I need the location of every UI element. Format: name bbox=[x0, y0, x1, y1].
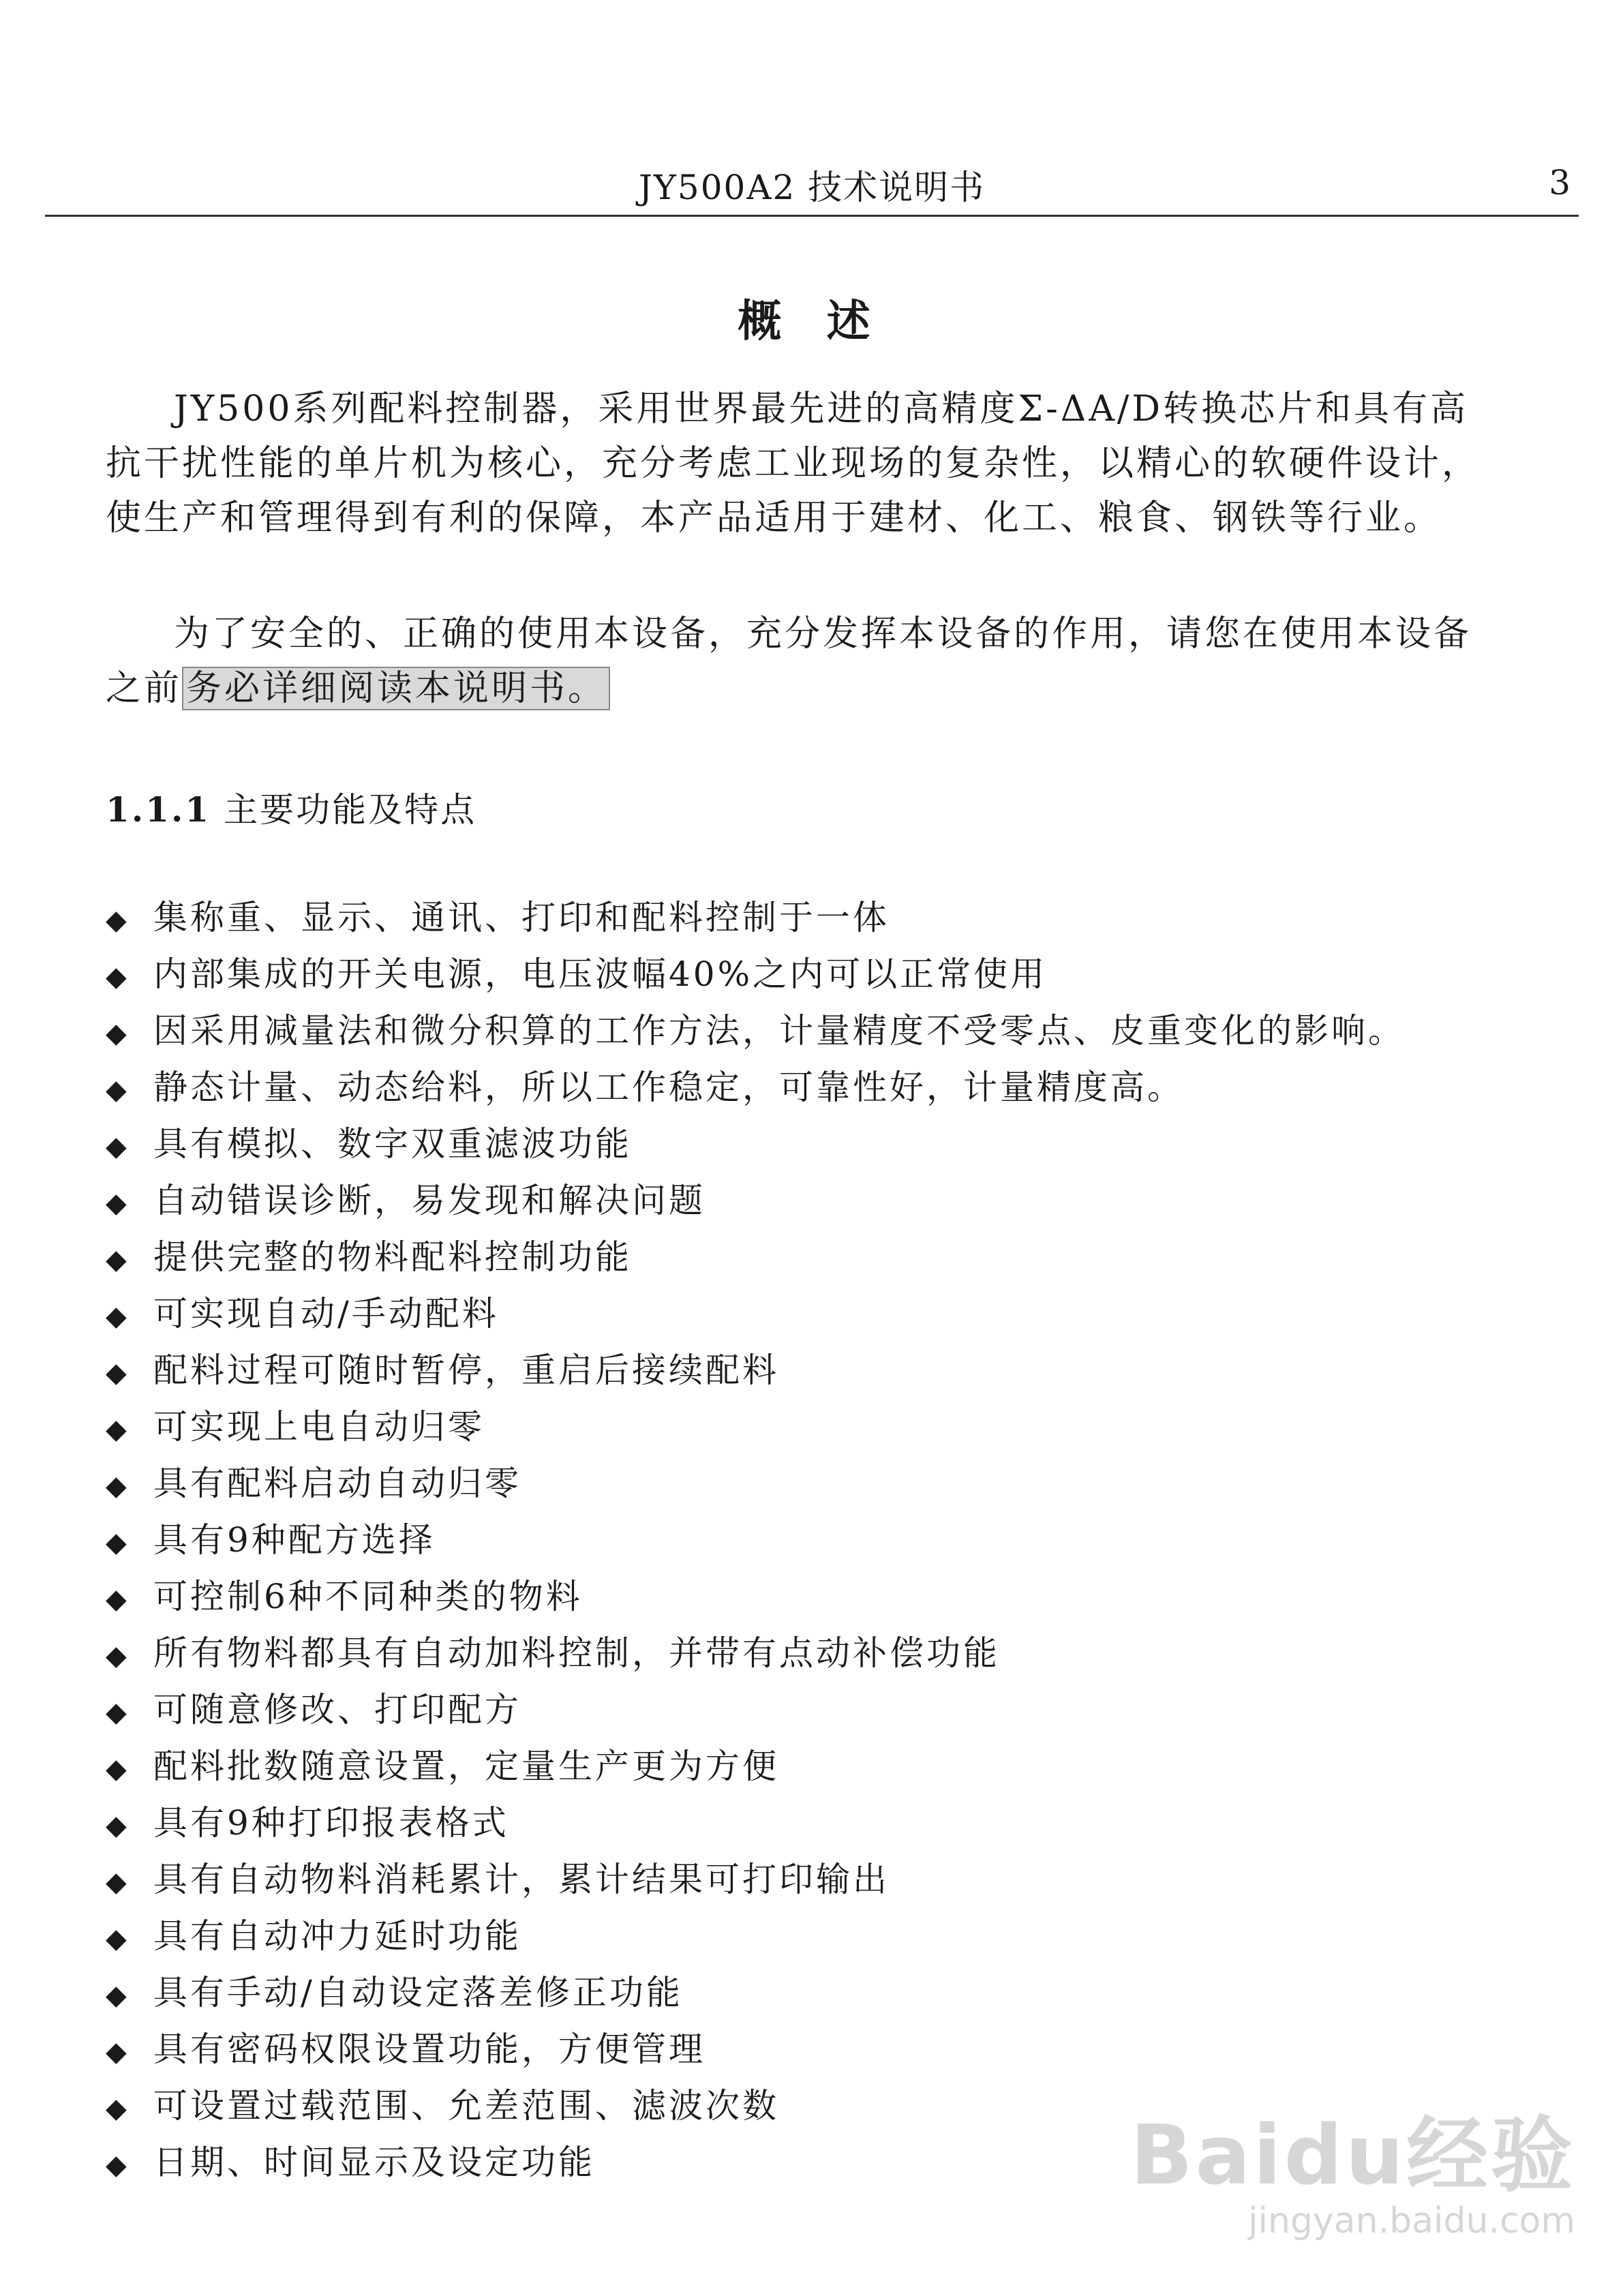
feature-text: 所有物料都具有自动加料控制，并带有点动补偿功能 bbox=[153, 1633, 1000, 1673]
feature-text: 具有模拟、数字双重滤波功能 bbox=[153, 1124, 632, 1164]
feature-item bbox=[106, 1965, 1405, 2021]
feature-item bbox=[106, 1059, 1405, 1116]
intro-line-3: 使生产和管理得到有利的保障，本产品适用于建材、化工、粮食、钢铁等行业。 bbox=[106, 498, 1442, 539]
feature-text: 具有手动/自动设定落差修正功能 bbox=[153, 1973, 683, 2012]
diamond-bullet-icon: ◆ bbox=[106, 1074, 130, 1106]
section-number: 1.1.1 bbox=[106, 789, 211, 830]
feature-item bbox=[106, 1003, 1405, 1059]
diamond-bullet-icon: ◆ bbox=[106, 1867, 130, 1898]
feature-text: 提供完整的物料配料控制功能 bbox=[153, 1237, 632, 1277]
feature-text: 具有9种配方选择 bbox=[153, 1520, 436, 1560]
feature-text: 可控制6种不同种类的物料 bbox=[153, 1577, 583, 1616]
feature-text: 具有自动物料消耗累计，累计结果可打印输出 bbox=[153, 1860, 890, 1899]
feature-item bbox=[106, 1512, 1405, 1569]
feature-item bbox=[106, 1795, 1405, 1852]
diamond-bullet-icon: ◆ bbox=[106, 2093, 130, 2124]
page-header bbox=[45, 153, 1579, 217]
diamond-bullet-icon: ◆ bbox=[106, 905, 130, 936]
diamond-bullet-icon: ◆ bbox=[106, 1753, 130, 1785]
feature-item bbox=[106, 1682, 1405, 1738]
feature-item bbox=[106, 1908, 1405, 1965]
feature-text: 具有9种打印报表格式 bbox=[153, 1803, 509, 1843]
feature-item bbox=[106, 890, 1405, 946]
feature-text: 具有配料启动自动归零 bbox=[153, 1464, 521, 1503]
diamond-bullet-icon: ◆ bbox=[106, 961, 130, 993]
feature-text: 具有自动冲力延时功能 bbox=[153, 1916, 521, 1956]
watermark-url: jingyan.baidu.com bbox=[1248, 2201, 1575, 2241]
diamond-bullet-icon: ◆ bbox=[106, 1301, 130, 1332]
feature-item bbox=[106, 1342, 1405, 1399]
document-title: JY500A2 技术说明书 bbox=[638, 168, 986, 207]
feature-item bbox=[106, 1455, 1405, 1512]
diamond-bullet-icon: ◆ bbox=[106, 1697, 130, 1728]
feature-text: 集称重、显示、通讯、打印和配料控制于一体 bbox=[153, 898, 890, 937]
diamond-bullet-icon: ◆ bbox=[106, 1414, 130, 1445]
feature-item bbox=[106, 1173, 1405, 1229]
section-title: 主要功能及特点 bbox=[224, 790, 477, 830]
feature-text: 可实现上电自动归零 bbox=[153, 1407, 485, 1447]
diamond-bullet-icon: ◆ bbox=[106, 1357, 130, 1389]
feature-text: 自动错误诊断，易发现和解决问题 bbox=[153, 1181, 706, 1220]
notice-line-2 bbox=[106, 661, 1551, 716]
baidu-watermark bbox=[1130, 2090, 1575, 2241]
diamond-bullet-icon: ◆ bbox=[106, 2036, 130, 2068]
diamond-bullet-icon: ◆ bbox=[106, 1640, 130, 1672]
feature-item bbox=[106, 946, 1405, 1003]
feature-item bbox=[106, 1229, 1405, 1286]
feature-text: 日期、时间显示及设定功能 bbox=[153, 2143, 595, 2182]
feature-item bbox=[106, 1286, 1405, 1342]
feature-text: 可实现自动/手动配料 bbox=[153, 1294, 499, 1333]
feature-item bbox=[106, 1569, 1405, 1625]
feature-item bbox=[106, 1399, 1405, 1455]
feature-text: 可随意修改、打印配方 bbox=[153, 1690, 521, 1729]
feature-item bbox=[106, 1116, 1405, 1173]
diamond-bullet-icon: ◆ bbox=[106, 1018, 130, 1049]
page-title: 概 述 bbox=[738, 297, 885, 347]
notice-prefix: 之前 bbox=[106, 668, 183, 709]
diamond-bullet-icon: ◆ bbox=[106, 1810, 130, 1841]
diamond-bullet-icon: ◆ bbox=[106, 1527, 130, 1558]
diamond-bullet-icon: ◆ bbox=[106, 2149, 130, 2181]
diamond-bullet-icon: ◆ bbox=[106, 1470, 130, 1502]
notice-line-1: 为了安全的、正确的使用本设备，充分发挥本设备的作用，请您在使用本设备 bbox=[174, 614, 1472, 654]
section-heading bbox=[106, 783, 476, 832]
page-number: 3 bbox=[1549, 163, 1571, 202]
feature-item bbox=[106, 1738, 1405, 1795]
feature-text: 配料过程可随时暂停，重启后接续配料 bbox=[153, 1350, 779, 1390]
feature-item bbox=[106, 1625, 1405, 1682]
feature-text: 具有密码权限设置功能，方便管理 bbox=[153, 2029, 706, 2069]
diamond-bullet-icon: ◆ bbox=[106, 1188, 130, 1219]
feature-item bbox=[106, 2021, 1405, 2078]
intro-line-2: 抗干扰性能的单片机为核心，充分考虑工业现场的复杂性，以精心的软硬件设计， bbox=[106, 443, 1481, 484]
feature-text: 配料批数随意设置，定量生产更为方便 bbox=[153, 1747, 779, 1786]
feature-list bbox=[106, 890, 1405, 2191]
diamond-bullet-icon: ◆ bbox=[106, 1584, 130, 1615]
feature-text: 内部集成的开关电源，电压波幅40%之内可以正常使用 bbox=[153, 954, 1048, 994]
feature-item bbox=[106, 1852, 1405, 1908]
diamond-bullet-icon: ◆ bbox=[106, 1131, 130, 1162]
baidu-jingyan-logo: Baidu经验 bbox=[1130, 2109, 1575, 2203]
feature-text: 因采用减量法和微分积算的工作方法，计量精度不受零点、皮重变化的影响。 bbox=[153, 1011, 1405, 1051]
diamond-bullet-icon: ◆ bbox=[106, 1980, 130, 2011]
diamond-bullet-icon: ◆ bbox=[106, 1923, 130, 1954]
diamond-bullet-icon: ◆ bbox=[106, 1244, 130, 1275]
feature-text: 可设置过载范围、允差范围、滤波次数 bbox=[153, 2086, 779, 2126]
feature-text: 静态计量、动态给料，所以工作稳定，可靠性好，计量精度高。 bbox=[153, 1068, 1184, 1107]
intro-line-1: JY500系列配料控制器，采用世界最先进的高精度Σ-ΔA/D转换芯片和具有高 bbox=[174, 389, 1469, 429]
highlighted-text: 务必详细阅读本说明书。 bbox=[182, 667, 610, 710]
